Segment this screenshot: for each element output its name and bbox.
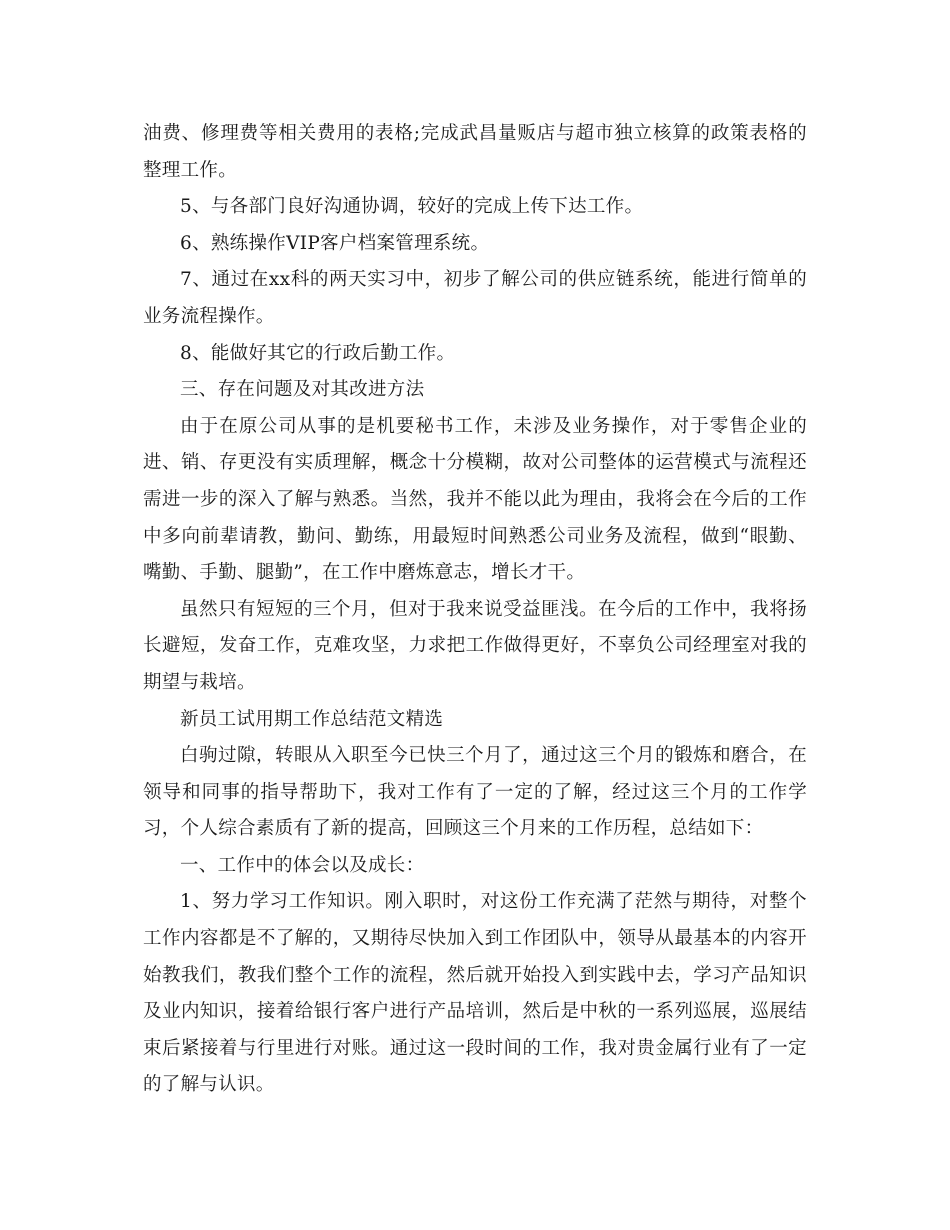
paragraph: 油费、修理费等相关费用的表格;完成武昌量贩店与超市独立核算的政策表格的整理工作。 bbox=[143, 123, 807, 181]
paragraph: 白驹过隙，转眼从入职至今已快三个月了，通过这三个月的锻炼和磨合，在领导和同事的指导帮助下，我对工作有了一定的了解，经过这三个月的工作学习，个人综合素质有了新的提高，回顾这三个月来的工作历程，总结如下： bbox=[143, 745, 807, 840]
paragraph: 由于在原公司从事的是机要秘书工作，未涉及业务操作，对于零售企业的进、销、存更没有实质理解，概念十分模糊，故对公司整体的运营模式与流程还需进一步的深入了解与熟悉。当然，我并不能以此为理由，我将会在今后的工作中多向前辈请教，勤问、勤练，用最短时间熟悉公司业务及流程，做到“眼勤、嘴勤、手勤、腿勤”，在工作中磨炼意志，增长才干。 bbox=[143, 415, 807, 584]
article-title: 新员工试用期工作总结范文精选 bbox=[180, 708, 444, 730]
paragraph: 5、与各部门良好沟通协调，较好的完成上传下达工作。 bbox=[180, 196, 644, 218]
paragraph: 8、能做好其它的行政后勤工作。 bbox=[180, 342, 456, 364]
paragraph: 虽然只有短短的三个月，但对于我来说受益匪浅。在今后的工作中，我将扬长避短，发奋工作，克难攻坚，力求把工作做得更好，不辜负公司经理室对我的期望与栽培。 bbox=[143, 598, 807, 693]
paragraph: 1、努力学习工作知识。刚入职时，对这份工作充满了茫然与期待，对整个工作内容都是不了解的，又期待尽快加入到工作团队中，领导从最基本的内容开始教我们，教我们整个工作的流程，然后就开始投入到实践中去，学习产品知识及业内知识，接着给银行客户进行产品培训，然后是中秋的一系列巡展，巡展结束后紧接着与行里进行对账。通过这一段时间的工作，我对贵金属行业有了一定的了解与认识。 bbox=[143, 891, 807, 1096]
paragraph: 7、通过在xx科的两天实习中，初步了解公司的供应链系统，能进行简单的业务流程操作。 bbox=[143, 269, 807, 327]
document-body bbox=[143, 116, 807, 1104]
section-heading: 一、工作中的体会以及成长： bbox=[180, 854, 425, 876]
section-heading: 三、存在问题及对其改进方法 bbox=[180, 379, 425, 401]
paragraph: 6、熟练操作VIP客户档案管理系统。 bbox=[180, 232, 490, 254]
